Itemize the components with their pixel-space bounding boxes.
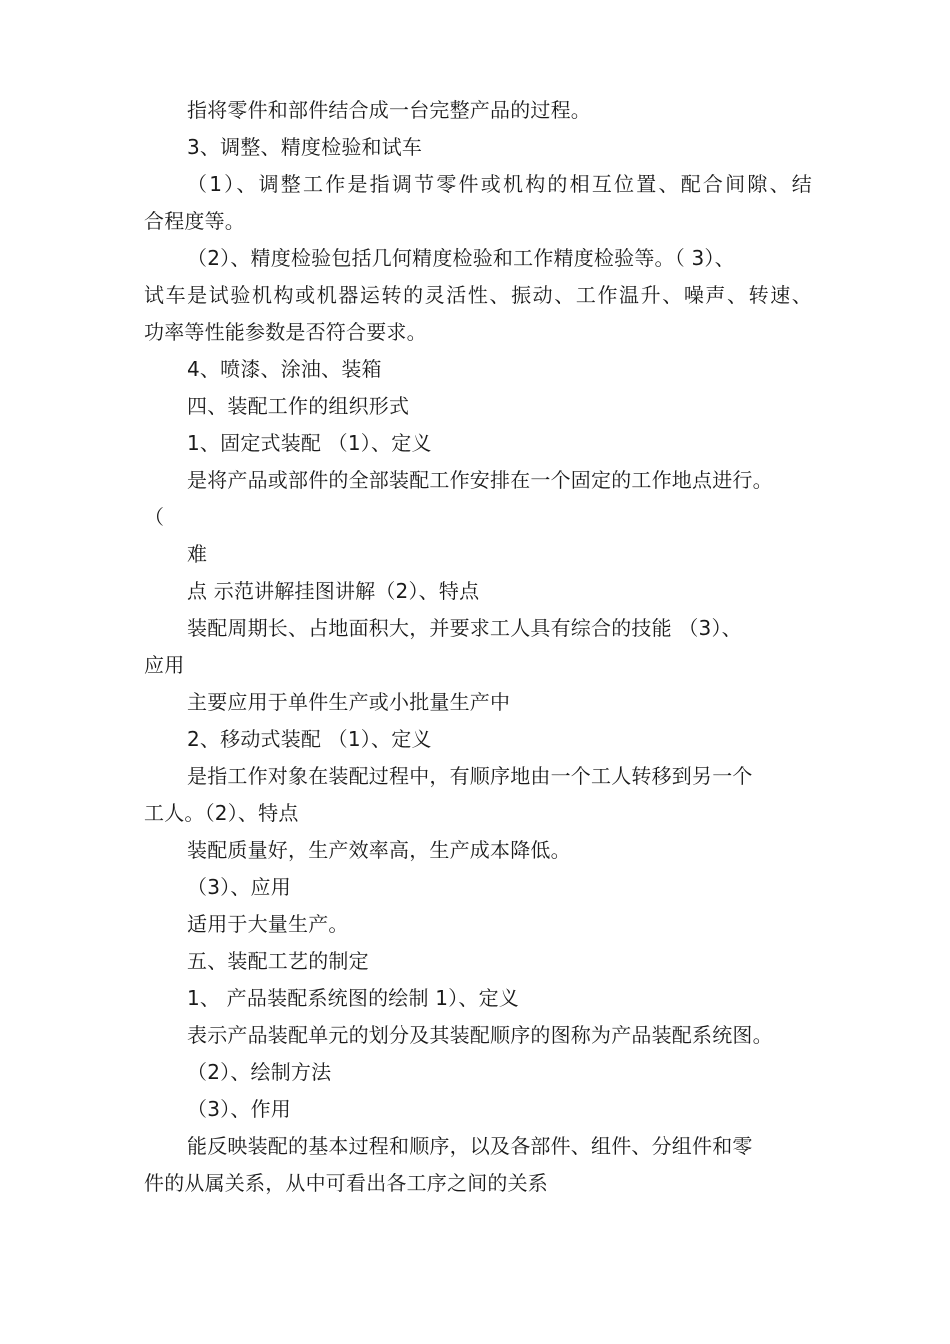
text-line: 主要应用于单件生产或小批量生产中 (187, 690, 511, 714)
text-line: 能反映装配的基本过程和顺序，以及各部件、组件、分组件和零 (187, 1134, 753, 1158)
section-heading: 3、调整、精度检验和试车 (187, 135, 423, 159)
text-line: 是将产品或部件的全部装配工作安排在一个固定的工作地点进行。 (187, 468, 773, 492)
text-line: （2）、绘制方法 (187, 1060, 332, 1084)
section-heading: 4、喷漆、涂油、装箱 (187, 357, 382, 381)
text-line: 装配质量好，生产效率高，生产成本降低。 (187, 838, 571, 862)
text-line: 是指工作对象在装配过程中，有顺序地由一个工人转移到另一个 (187, 764, 753, 788)
text-line: （1）、调整工作是指调节零件或机构的相互位置、配合间隙、结 (187, 172, 812, 196)
text-line: （3）、应用 (187, 875, 291, 899)
text-line: 应用 (144, 653, 185, 677)
section-heading: 1、 产品装配系统图的绘制 1）、定义 (187, 986, 519, 1010)
text-line: 表示产品装配单元的划分及其装配顺序的图称为产品装配系统图。 (187, 1023, 773, 1047)
text-line: （3）、作用 (187, 1097, 291, 1121)
text-line: 功率等性能参数是否符合要求。 (144, 320, 427, 344)
text-line: （ (144, 505, 165, 529)
section-heading: 1、固定式装配 （1）、定义 (187, 431, 432, 455)
text-line: （2）、精度检验包括几何精度检验和工作精度检验等。（ 3）、 (187, 246, 735, 270)
section-heading: 五、装配工艺的制定 (187, 949, 369, 973)
section-heading: 2、移动式装配 （1）、定义 (187, 727, 432, 751)
text-line: 难 (187, 542, 208, 566)
text-line: 指将零件和部件结合成一台完整产品的过程。 (187, 98, 591, 122)
text-line: 合程度等。 (144, 209, 245, 233)
text-line: 适用于大量生产。 (187, 912, 349, 936)
document-body (144, 92, 812, 1202)
text-line: 件的从属关系，从中可看出各工序之间的关系 (144, 1171, 548, 1195)
text-line: 工人。（2）、特点 (144, 801, 299, 825)
section-heading: 四、装配工作的组织形式 (187, 394, 410, 418)
text-line: 试车是试验机构或机器运转的灵活性、振动、工作温升、噪声、转速、 (144, 283, 812, 307)
text-line: 装配周期长、占地面积大，并要求工人具有综合的技能 （3）、 (187, 616, 742, 640)
text-line: 点 示范讲解挂图讲解（2）、特点 (187, 579, 480, 603)
